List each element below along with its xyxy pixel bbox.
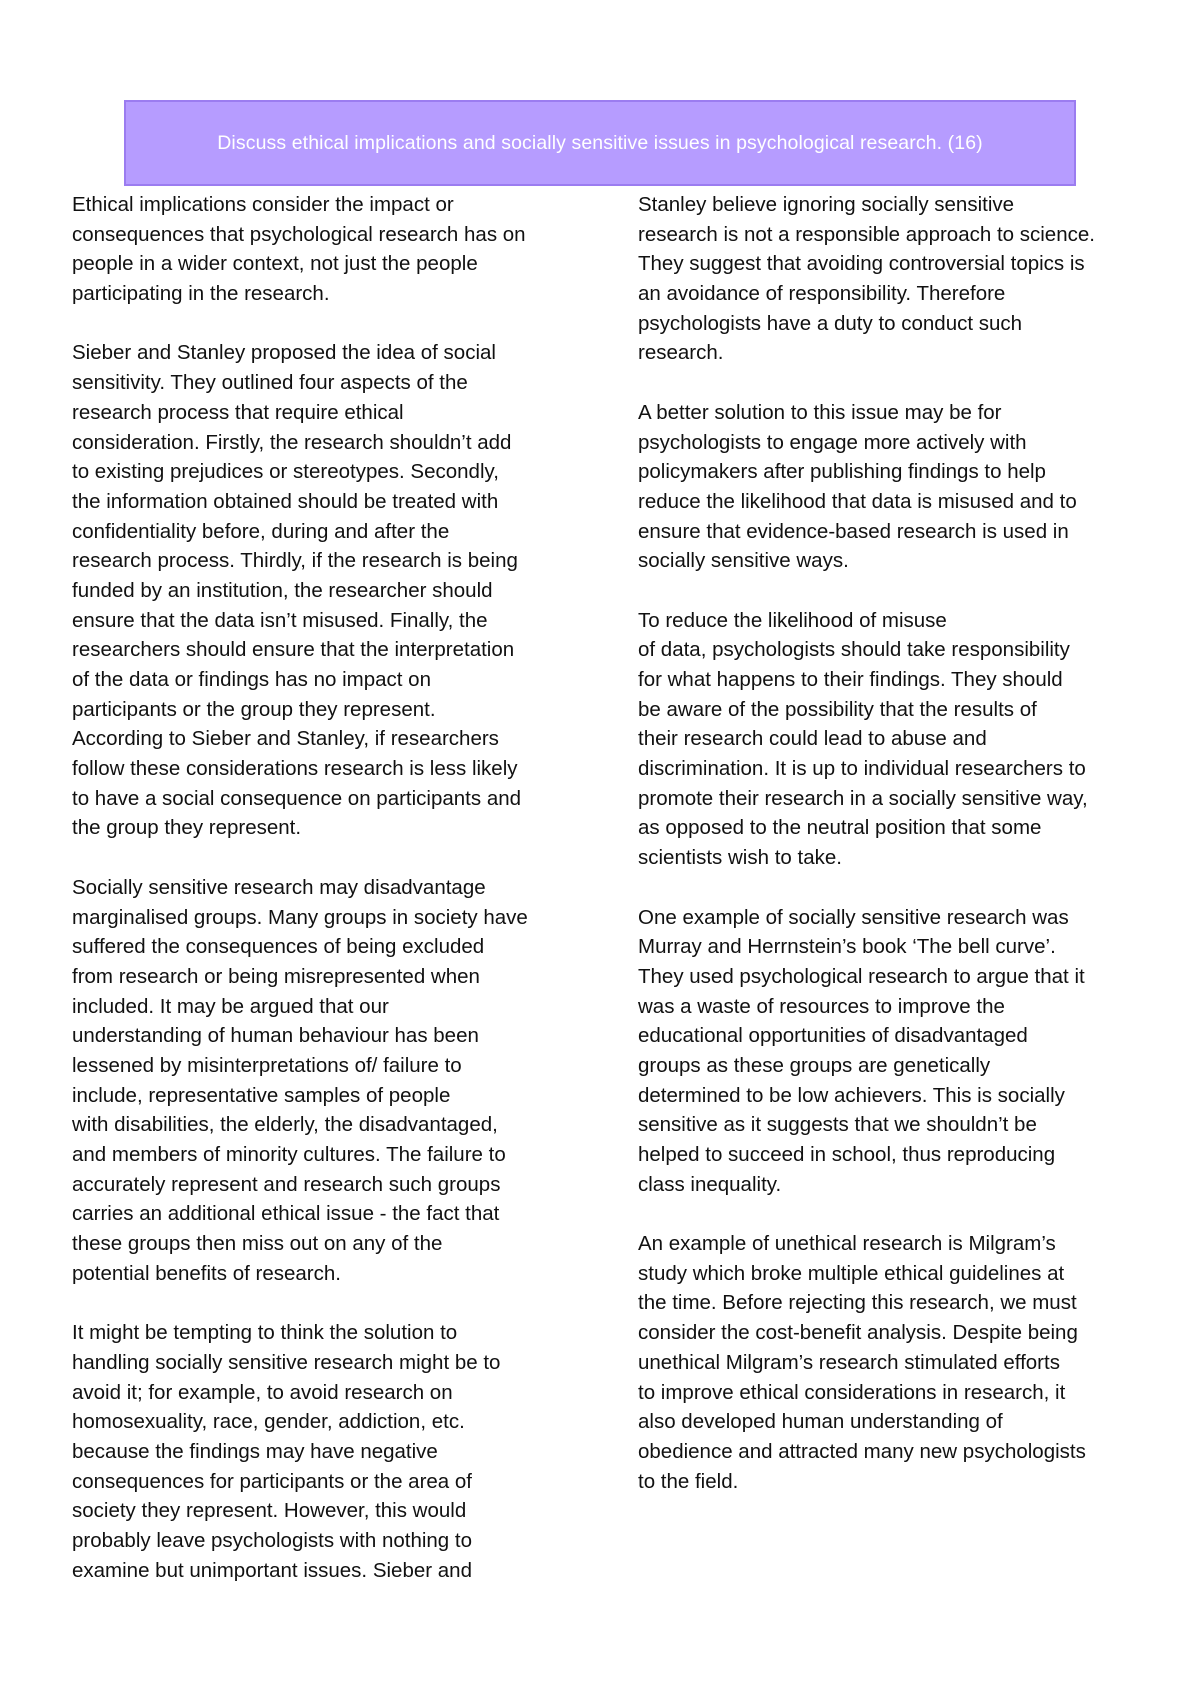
text-line: as opposed to the neutral position that some (638, 816, 1042, 840)
text-line: sensitivity. They outlined four aspects of the (72, 371, 468, 395)
text-line: scientists wish to take. (638, 846, 842, 870)
text-line: the time. Before rejecting this research, we must (638, 1291, 1077, 1315)
text-line: of data, psychologists should take responsibility (638, 638, 1070, 662)
text-line: unethical Milgram’s research stimulated efforts (638, 1350, 1060, 1374)
text-line: research is not a responsible approach to science. (638, 222, 1095, 246)
paragraph-gap (638, 873, 1148, 903)
text-line: educational opportunities of disadvantaged (638, 1024, 1028, 1048)
text-line: It might be tempting to think the solution to (72, 1321, 458, 1345)
text-line: to have a social consequence on participants and (72, 786, 522, 810)
text-line: avoid it; for example, to avoid research on (72, 1380, 453, 1404)
text-line: Socially sensitive research may disadvantage (72, 875, 486, 899)
text-line: consequences for participants or the area of (72, 1469, 472, 1493)
text-line: handling socially sensitive research might be to (72, 1350, 501, 1374)
text-line: confidentiality before, during and after the (72, 519, 450, 543)
text-line: understanding of human behaviour has been (72, 1024, 479, 1048)
question-title-box (124, 100, 1076, 186)
text-line: Stanley believe ignoring socially sensitive (638, 193, 1015, 216)
text-line: lessened by misinterpretations of/ failure to (72, 1053, 462, 1077)
text-line: was a waste of resources to improve the (638, 994, 1005, 1018)
paragraph (638, 190, 1148, 368)
paragraph-gap (638, 368, 1148, 398)
text-line: examine but unimportant issues. Sieber and (72, 1558, 472, 1582)
paragraph-gap (72, 1288, 592, 1318)
text-line: probably leave psychologists with nothing to (72, 1528, 472, 1552)
text-line: society they represent. However, this would (72, 1499, 467, 1523)
text-line: potential benefits of research. (72, 1261, 341, 1285)
text-line: the group they represent. (72, 816, 302, 840)
text-line: with disabilities, the elderly, the disadvantaged, (72, 1113, 498, 1137)
text-line: an avoidance of responsibility. Therefore (638, 282, 1006, 306)
text-line: and members of minority cultures. The failure to (72, 1143, 506, 1166)
text-line: funded by an institution, the researcher should (72, 578, 493, 602)
text-line: Murray and Herrnstein’s book ‘The bell curve’. (638, 935, 1056, 959)
text-line: participating in the research. (72, 282, 330, 306)
text-line: also developed human understanding of (638, 1410, 1003, 1434)
paragraph-gap (72, 843, 592, 873)
paragraph (638, 1229, 1148, 1496)
text-line: reduce the likelihood that data is misused and to (638, 489, 1077, 513)
text-line: ensure that the data isn’t misused. Finally, the (72, 608, 488, 632)
text-line: from research or being misrepresented when (72, 964, 480, 988)
text-line: helped to succeed in school, thus reproducing (638, 1143, 1056, 1166)
left-column (72, 190, 592, 1585)
text-line: consequences that psychological research has on (72, 222, 526, 246)
text-line: these groups then miss out on any of the (72, 1232, 443, 1256)
text-line: class inequality. (638, 1172, 782, 1196)
text-line: because the findings may have negative (72, 1439, 438, 1463)
text-line: discrimination. It is up to individual researchers to (638, 757, 1086, 781)
text-line: sensitive as it suggests that we shouldn’t be (638, 1113, 1037, 1137)
text-line: research. (638, 341, 724, 365)
text-line: included. It may be argued that our (72, 994, 389, 1018)
text-line: be aware of the possibility that the results of (638, 697, 1037, 721)
paragraph (72, 338, 592, 843)
paragraph (638, 903, 1148, 1200)
text-line: the information obtained should be treated with (72, 489, 499, 513)
text-line: accurately represent and research such groups (72, 1172, 501, 1196)
text-line: socially sensitive ways. (638, 549, 849, 573)
question-title: Discuss ethical implications and socially sensitive issues in psychological research. (16) (217, 131, 983, 154)
text-line: ensure that evidence-based research is used in (638, 519, 1069, 543)
text-line: include, representative samples of people (72, 1083, 451, 1107)
paragraph (72, 1318, 592, 1585)
text-line: their research could lead to abuse and (638, 727, 987, 751)
text-line: homosexuality, race, gender, addiction, etc. (72, 1410, 465, 1434)
text-line: research process. Thirdly, if the research is being (72, 549, 518, 573)
text-line: promote their research in a socially sensitive way, (638, 786, 1088, 810)
paragraph-gap (638, 1199, 1148, 1229)
text-line: to existing prejudices or stereotypes. Secondly, (72, 460, 499, 484)
paragraph-gap (72, 309, 592, 339)
text-line: researchers should ensure that the interpretation (72, 638, 515, 662)
text-line: follow these considerations research is less likely (72, 757, 518, 781)
text-line: According to Sieber and Stanley, if researchers (72, 727, 499, 751)
paragraph (638, 398, 1148, 576)
text-line: determined to be low achievers. This is socially (638, 1083, 1065, 1107)
text-line: people in a wider context, not just the people (72, 252, 478, 276)
text-line: psychologists have a duty to conduct such (638, 311, 1023, 335)
text-line: policymakers after publishing findings to help (638, 460, 1046, 484)
right-column (638, 190, 1148, 1496)
text-line: groups as these groups are genetically (638, 1053, 991, 1077)
text-line: research process that require ethical (72, 400, 404, 424)
text-line: They suggest that avoiding controversial topics is (638, 252, 1085, 276)
text-line: They used psychological research to argue that it (638, 964, 1085, 988)
text-line: carries an additional ethical issue - the fact that (72, 1202, 500, 1226)
text-line: of the data or findings has no impact on (72, 668, 431, 691)
text-line: Sieber and Stanley proposed the idea of social (72, 341, 496, 365)
text-line: suffered the consequences of being excluded (72, 935, 485, 959)
text-line: consider the cost-benefit analysis. Despite being (638, 1321, 1078, 1345)
paragraph (72, 190, 592, 309)
paragraph (72, 873, 592, 1289)
text-line: marginalised groups. Many groups in society have (72, 905, 528, 929)
text-line: consideration. Firstly, the research shouldn’t add (72, 430, 512, 454)
text-line: to improve ethical considerations in research, it (638, 1380, 1066, 1404)
text-line: One example of socially sensitive research was (638, 905, 1069, 929)
text-line: study which broke multiple ethical guidelines at (638, 1261, 1065, 1285)
text-line: Ethical implications consider the impact or (72, 193, 454, 216)
text-line: to the field. (638, 1469, 739, 1493)
paragraph-gap (638, 576, 1148, 606)
text-line: participants or the group they represent. (72, 697, 436, 721)
text-line: A better solution to this issue may be for (638, 400, 1002, 424)
paragraph (638, 606, 1148, 873)
text-line: To reduce the likelihood of misuse (638, 608, 947, 632)
text-line: psychologists to engage more actively with (638, 430, 1027, 454)
text-line: obedience and attracted many new psychologists (638, 1439, 1086, 1463)
text-line: for what happens to their findings. They should (638, 668, 1063, 691)
text-line: An example of unethical research is Milgram’s (638, 1232, 1056, 1256)
